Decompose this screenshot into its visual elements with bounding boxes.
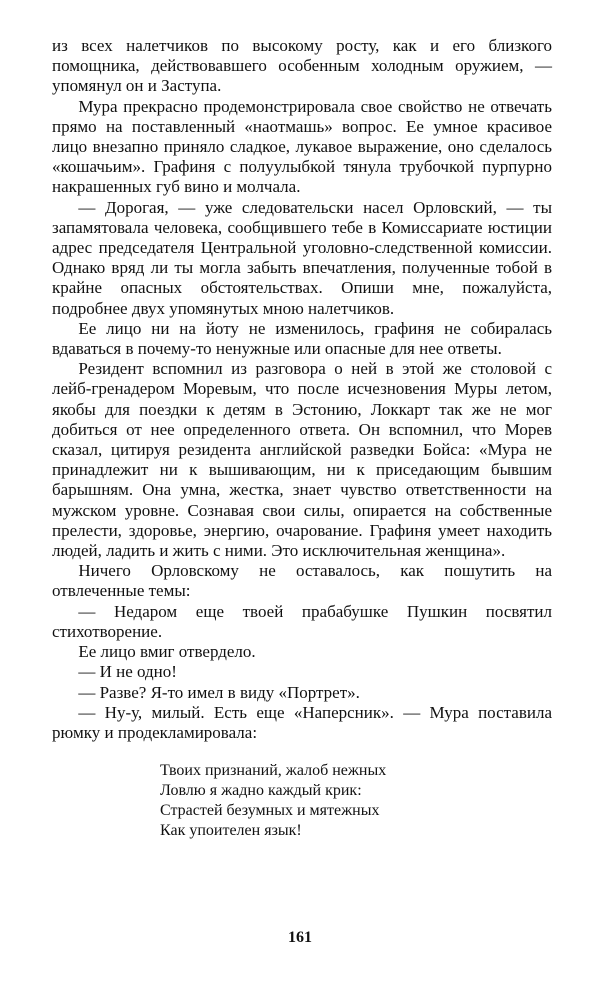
paragraph-2: Мура прекрасно продемонстрировала свое свойство не отвечать прямо на поставленный «наотмашь» вопрос. Ее умное красивое лицо внезапно приняло сладкое, лукавое выражение, оно сделалось «кошачьим». Графиня с полуулыбкой тянула трубочкой пурпурно накрашенных губ вино и молчала. — [52, 96, 552, 197]
paragraph-9: — И не одно! — [78, 662, 177, 682]
paragraph-10: — Разве? Я-то имел в виду «Портрет». — [78, 682, 360, 702]
page-body — [52, 36, 552, 841]
verse-line-3: Страстей безумных и мятежных — [160, 802, 380, 820]
verse-line-4: Как упоителен язык! — [160, 822, 302, 840]
poem-verse — [160, 761, 552, 841]
paragraph-3: — Дорогая, — уже следовательски насел Орловский, — ты запамятовала человека, сообщившего тебе в Комиссариате юстиции адрес председателя Центральной уголовно-следственной комиссии. Однако вряд ли ты могла забыть впечатления, полученные тобой в крайне опасных обстоятельствах. Опиши мне, пожалуйста, подробнее двух упомянутых мною налетчиков. — [52, 197, 552, 318]
paragraph-8: Ее лицо вмиг отвердело. — [78, 642, 256, 662]
paragraph-7: — Недаром еще твоей прабабушке Пушкин посвятил стихотворение. — [52, 601, 552, 641]
paragraph-5: Резидент вспомнил из разговора о ней в этой же столовой с лейб-гренадером Моревым, что после исчезновения Муры летом, якобы для поездки к детям в Эстонию, Локкарт так же не мог добиться от нее определенного ответа. Он вспомнил, что Морев сказал, цитируя резидента английской разведки Бойса: «Мура не принадлежит ни к вышивающим, ни к приседающим бывшим барышням. Она умна, жестка, знает чувство ответственности на мужском уровне. Сознавая свои силы, опирается на собственные прелести, здоровье, энергию, очарование. Графиня умеет находить людей, ладить и жить с ними. Это исключительная женщина». — [52, 359, 552, 561]
paragraph-11: — Ну-у, милый. Есть еще «Наперсник». — Мура поставила рюмку и продекламировала: — [52, 702, 552, 742]
paragraph-4: Ее лицо ни на йоту не изменилось, графиня не собиралась вдаваться в почему-то ненужные или опасные для нее ответы. — [52, 318, 552, 359]
page-number: 161 — [288, 929, 312, 946]
paragraph-1: из всех налетчиков по высокому росту, как и его близкого помощника, действовавшего особенным холодным оружием, — упомянул он и Заступа. — [52, 36, 552, 96]
paragraph-6: Ничего Орловскому не оставалось, как пошутить на отвлеченные темы: — [52, 561, 552, 601]
verse-line-2: Ловлю я жадно каждый крик: — [160, 782, 362, 800]
verse-line-1: Твоих признаний, жалоб нежных — [160, 762, 387, 780]
